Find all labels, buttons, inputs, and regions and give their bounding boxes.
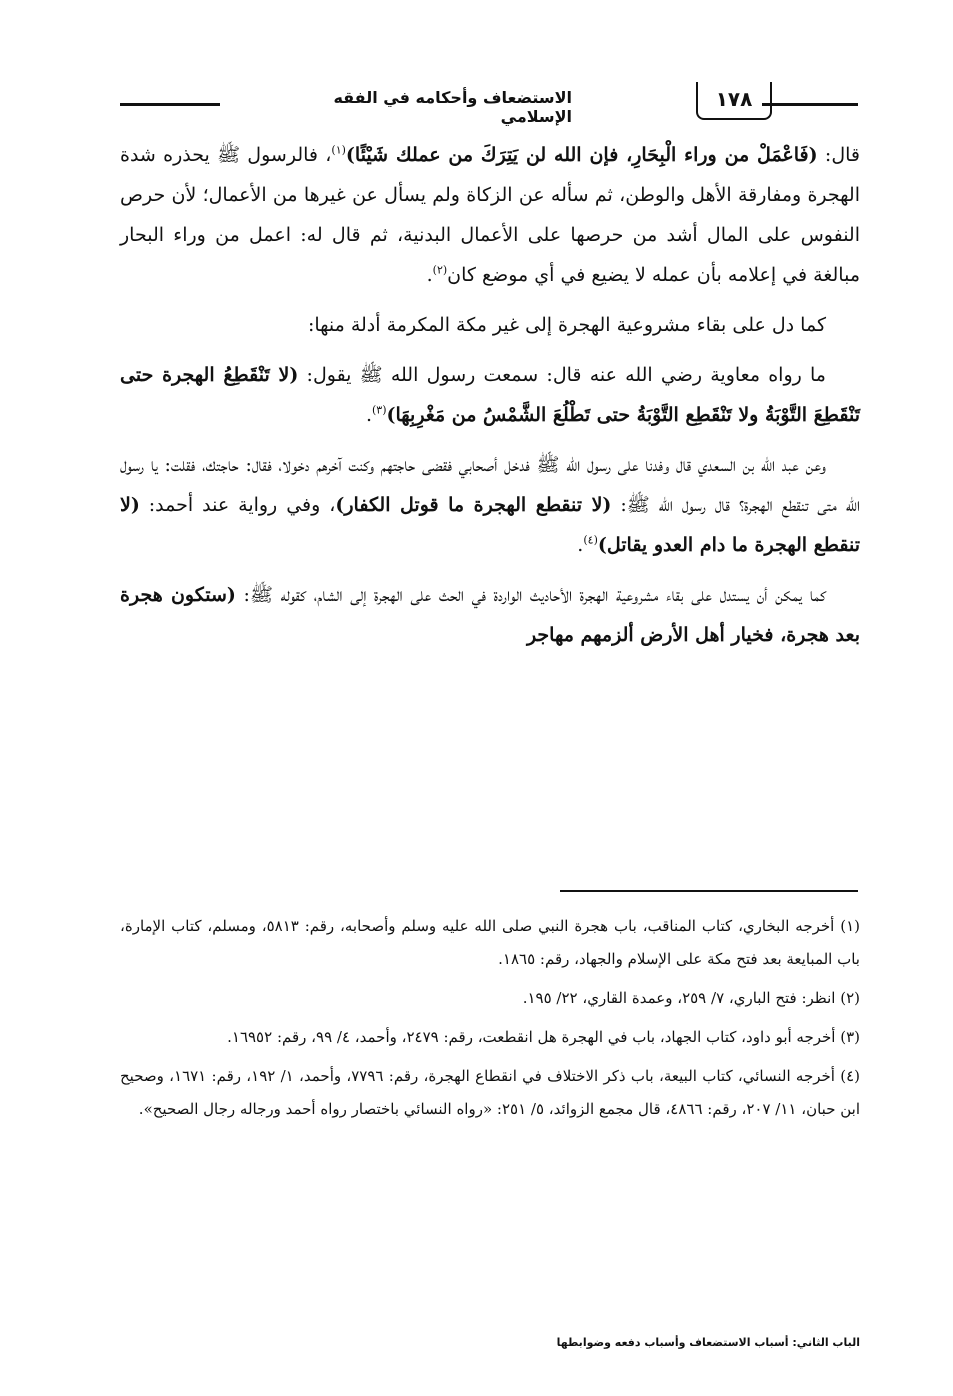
p5-text-a: كما يمكن أن يستدل على بقاء مشروعية الهجرة الأحاديث الواردة في الحث على الهجرة إلى الشام، كقوله ﷺ:: [235, 584, 826, 606]
p3-text-c: .: [365, 404, 372, 426]
p3-text-a: ما رواه معاوية رضي الله عنه قال: سمعت رسول الله ﷺ يقول:: [298, 364, 826, 386]
p1-text-b: ، فالرسول ﷺ يحذره شدة الهجرة ومفارقة الأهل والوطن، ثم سأله عن الزكاة ولم يسأل عن غيرها من الأعمال؛ لأن حرص النفوس على المال أشد من حرصها على الأعمال البدنية، ثم قال له: اعمل من وراء البحار مبالغة في إعلامه بأن عمله لا يضيع في أي موضع كان: [120, 144, 860, 286]
footnote-ref-2: (٢): [432, 263, 448, 277]
footnote-ref-1: (١): [331, 143, 346, 157]
footnote-ref-3: (٣): [371, 403, 387, 417]
footnote-4: (٤) أخرجه النسائي، كتاب البيعة، باب ذكر الاختلاف في انقطاع الهجرة، رقم: ٧٧٩٦، وأحمد، ١/ ١٩٢، رقم: ١٦٧١، وصحيح ابن حبان، ١١/ ٢٠٧، رقم: ٤٨٦٦، قال مجمع الزوائد، ٥/ ٢٥١: «رواه النسائي باختصار رواه أحمد ورجاله رجال الصحيح».: [120, 1067, 861, 1118]
p5-quote: (ستكون هجرة بعد هجرة، فخيار أهل الأرض ألزمهم مهاجر: [120, 584, 860, 646]
p4-text-a: وعن عبد الله بن السعدي قال وفدنا على رسول الله ﷺ فدخل أصحابي فقضى حاجتهم وكنت آخرهم دخولا، فقال: حاجتك، فقلت: يا رسول الله متى تنقطع الهجرة؟ قال رسول الله ﷺ:: [120, 454, 860, 516]
p1-quote: (فَاعْمَلْ من وراء الْبِحَارِ، فإن الله لن يَتِرَكَ من عملك شَيْئًا): [345, 144, 818, 166]
paragraph-2: كما دل على بقاء مشروعية الهجرة إلى غير مكة المكرمة أدلة منها:: [307, 314, 826, 336]
p4-text-b: ، وفي رواية عند أحمد:: [139, 494, 336, 516]
paragraph-4: [120, 445, 860, 565]
header-rule-right: [762, 103, 858, 106]
footnotes: [120, 910, 860, 1132]
footnote-ref-4: (٤): [583, 533, 598, 547]
running-title: الاستضعاف وأحكامه في الفقه الإسلامي: [333, 88, 572, 126]
footnote-2: (٢) انظر: فتح الباري، ٧/ ٢٥٩، وعمدة القاري، ٢٢/ ١٩٥.: [522, 989, 860, 1007]
page-number: ١٧٨: [696, 82, 772, 120]
p4-text-c: .: [577, 534, 584, 556]
p4-quote-2: (لا تنقطع الهجرة ما دام العدو يقاتل): [120, 494, 860, 556]
running-header: [120, 78, 858, 128]
footnote-1: (١) أخرجه البخاري، كتاب المناقب، باب هجرة النبي صلى الله عليه وسلم وأصحابه، رقم: ٥٨١٣، ومسلم، كتاب الإمارة، باب المبايعة بعد فتح مكة على الإسلام والجهاد، رقم: ١٨٦٥.: [120, 917, 860, 968]
paragraph-1: [120, 135, 860, 295]
paragraph-3: [120, 355, 860, 435]
header-rule-left: [120, 103, 220, 106]
footnote-3: (٣) أخرجه أبو داود، كتاب الجهاد، باب في الهجرة هل انقطعت، رقم: ٢٤٧٩، وأحمد، ٤/ ٩٩، رقم: ١٦٩٥٢.: [227, 1028, 860, 1046]
running-footer: الباب الثاني: أسباب الاستضعاف وأسباب دفعه وضوابطها: [556, 1336, 860, 1349]
paragraph-5: [120, 575, 860, 655]
p3-quote: (لا تَنْقَطِعُ الهجرة حتى تَنْقَطِعَ التَّوْبَةُ ولا تَنْقَطِع التَّوْبَةُ حتى تَطْلُعَ الشَّمْسُ من مَغْرِبِهَا): [120, 364, 860, 426]
p1-text-a: قال:: [817, 144, 860, 166]
p1-text-c: .: [426, 264, 433, 286]
p4-quote-1: (لا تنقطع الهجرة ما قوتل الكفار): [335, 494, 612, 516]
main-text: [120, 135, 860, 665]
footnote-separator: [560, 890, 858, 892]
